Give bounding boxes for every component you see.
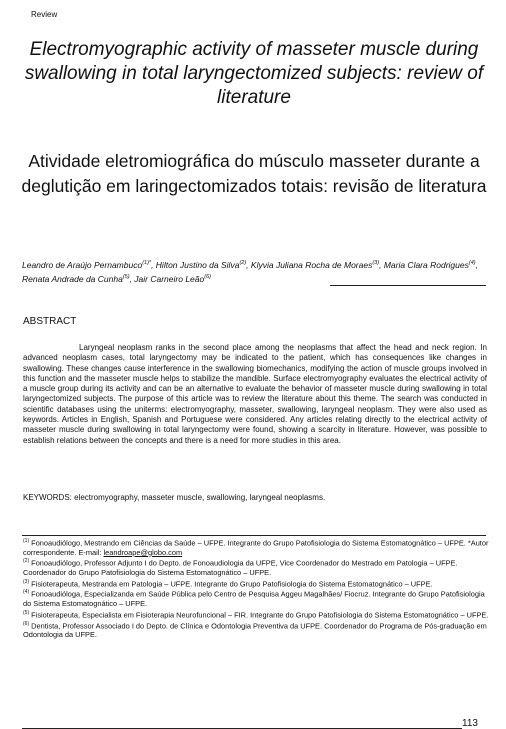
footnote-marker: (3): [23, 578, 30, 585]
author-name: Hilton Justino da Silva: [155, 259, 240, 270]
author-name: Jair Carneiro Leão: [134, 274, 205, 285]
author-separator: ,: [379, 259, 384, 270]
author-name: Renata Andrade da Cunha: [22, 274, 123, 285]
footnote-marker: (6): [23, 620, 30, 627]
footnote-text: Fonoaudióloga, Especializanda em Saúde Pública pelo Centro de Pesquisa Aggeu Magalhães/ Fiocruz. Integrante do Grupo Patofisiologia do Sistema Estomatognático – UFPE.: [23, 589, 485, 609]
footnotes: [23, 537, 489, 640]
abstract-text: Laryngeal neoplasm ranks in the second place among the neoplasms that affect the head and neck region. In advanced neoplasm cases, total laryngectomy may be indicated to the patient, which has consequences like changes in swallowing. These changes cause interference in the swallowing biomechanics, modifying the action of muscle groups involved in this function and the masseter muscle helps to stabilize the mandible. Surface electromyography evaluates the electrical activity of a muscle group during its activity and can be an alternative to evaluate the behavior of masseter muscle during swallowing in total laryngectomized subjects. The purpose of this article was to review the literature about this theme. The search was conducted in scientific databases using the uniterms: electromyography, masseter, swallowing, laryngeal neoplasm. They were also used as keywords. Articles in English, Spanish and Portuguese were considered. Any articles relating directly to the electrical activity of masseter muscle during swallowing in total laryngectomy were found, showing a scarcity in literature. However, was possible to establish relations between the concepts and there is a need for more studies in this area.: [23, 343, 487, 445]
footnote: [23, 578, 489, 589]
page-number: 113: [462, 718, 478, 729]
abstract-body: [23, 343, 487, 446]
footnote-marker: (1): [23, 538, 30, 544]
author-separator: ,: [475, 259, 478, 270]
footnote: [23, 537, 489, 557]
author-separator: ,: [246, 259, 251, 270]
footnote-marker: (2): [23, 558, 30, 565]
title-portuguese: Atividade eletromiográfica do músculo masseter durante a deglutição em laringectomizados totais: revisão de literatura: [21, 151, 487, 196]
author-affiliation-marker: (2): [239, 260, 247, 266]
footnote: [23, 588, 489, 608]
footnote: [23, 620, 489, 640]
author-divider: [330, 285, 486, 286]
author-affiliation-marker: (1)*: [142, 260, 152, 266]
footnote-divider: [22, 535, 486, 536]
footnote-marker: (4): [23, 589, 30, 596]
author-affiliation-marker: (6): [204, 274, 211, 281]
author-affiliation-marker: (4): [468, 260, 476, 266]
author-list: [22, 257, 490, 286]
footnote-text: Fonoaudiólogo, Professor Adjunto I do Depto. de Fonoaudiologia da UFPE, Vice Coordenador do Mestrado em Patologia – UFPE. Coordenador do Grupo Patofisiologia do Sistema Estomatognático – UFPE.: [23, 558, 458, 578]
author-name: Maria Clara Rodrigues: [383, 259, 469, 270]
author-name: Klyvia Juliana Rocha de Moraes: [250, 259, 373, 270]
keywords: KEYWORDS: electromyography, masseter muscle, swallowing, laryngeal neoplasms.: [23, 493, 326, 502]
author-separator: ,: [129, 274, 135, 285]
author-name: Leandro de Araújo Pernambuco: [22, 259, 143, 270]
abstract-heading: ABSTRACT: [23, 316, 77, 327]
footnote-text: Fisioterapeuta, Mestranda em Patologia – UFPE. Integrante do Grupo Patofisiologia do Sistema Estomatognático – UFPE.: [29, 579, 433, 589]
footnote: [23, 609, 489, 620]
footnote: [23, 557, 489, 577]
email-link[interactable]: leandroape@globo.com: [103, 547, 183, 557]
footnote-text: Fonoaudiólogo, Mestrando em Ciências da Saúde – UFPE. Integrante do Grupo Patofisiologia do Sistema Estomatognático – UFPE. *Autor correspondente. E-mail:: [23, 538, 489, 557]
author-affiliation-marker: (3): [372, 260, 380, 266]
author-separator: ,: [151, 259, 156, 270]
section-label: Review: [31, 10, 58, 19]
author-affiliation-marker: (5): [122, 274, 130, 281]
title-english: Electromyographic activity of masseter muscle during swallowing in total laryngectomized subjects: review of literature: [24, 39, 484, 108]
footnote-text: Fisioterapeuta, Especialista em Fisioterapia Neurofuncional – FIR. Integrante do Grupo Patofisiologia do Sistema Estomatognático – UFPE.: [29, 610, 489, 620]
footnote-text: Dentista, Professor Associado I do Depto. de Clínica e Odontologia Preventiva da UFPE. Coordenador do Programa de Pós-graduação em Odontologia da UFPE.: [23, 621, 487, 640]
footnote-marker: (5): [23, 609, 30, 616]
